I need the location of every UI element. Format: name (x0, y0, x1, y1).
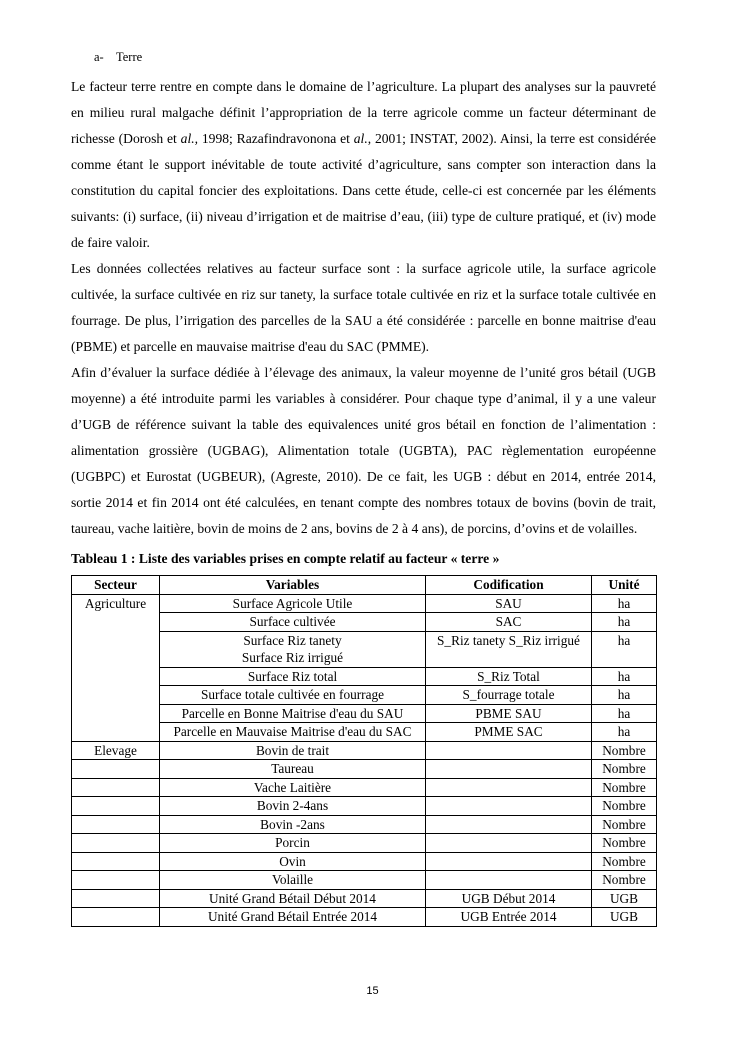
sector-cell (72, 834, 160, 853)
variable-cell: Parcelle en Bonne Maitrise d'eau du SAU (160, 704, 426, 723)
paragraph-1-text-b: 1998; Razafindravonona et (198, 131, 354, 146)
table-body (72, 594, 657, 926)
codification-cell (426, 760, 592, 779)
table-row (72, 815, 657, 834)
unit-cell: UGB (592, 889, 657, 908)
codification-cell: PMME SAC (426, 723, 592, 742)
variable-cell: Unité Grand Bétail Début 2014 (160, 889, 426, 908)
codification-cell (426, 834, 592, 853)
table-row (72, 704, 657, 723)
variable-cell: Bovin de trait (160, 741, 426, 760)
sector-cell: Agriculture (72, 594, 160, 613)
table-row (72, 871, 657, 890)
sector-cell (72, 723, 160, 742)
sector-cell (72, 760, 160, 779)
sector-cell (72, 613, 160, 632)
unit-cell: ha (592, 613, 657, 632)
page-number: 15 (366, 985, 379, 997)
variable-cell: Vache Laitière (160, 778, 426, 797)
table-row (72, 667, 657, 686)
header-codification: Codification (426, 576, 592, 595)
unit-cell: Nombre (592, 852, 657, 871)
header-secteur: Secteur (72, 576, 160, 595)
header-unite: Unité (592, 576, 657, 595)
codification-cell: UGB Début 2014 (426, 889, 592, 908)
unit-cell: Nombre (592, 797, 657, 816)
unit-cell: Nombre (592, 778, 657, 797)
sector-cell: Elevage (72, 741, 160, 760)
sector-cell (72, 686, 160, 705)
table-caption: Tableau 1 : Liste des variables prises en compte relatif au facteur « terre » (71, 551, 500, 566)
codification-cell (426, 778, 592, 797)
variable-cell: Bovin -2ans (160, 815, 426, 834)
codification-cell (426, 852, 592, 871)
sector-cell (72, 889, 160, 908)
table-row (72, 686, 657, 705)
codification-cell (426, 797, 592, 816)
codification-cell (426, 741, 592, 760)
sector-cell (72, 797, 160, 816)
codification-cell (426, 815, 592, 834)
variable-cell: Parcelle en Mauvaise Maitrise d'eau du SAC (160, 723, 426, 742)
paragraph-3: Afin d’évaluer la surface dédiée à l’élevage des animaux, la valeur moyenne de l’unité gros bétail (UGB moyenne) a été introduite parmi les variables à considérer. Pour chaque type d’animal, il y a une valeur d’UGB de référence suivant la table des equivalences unité gros bétail en fonction de l’alimentation : alimentation grossière (UGBAG), Alimentation totale (UGBTA), PAC règlementation européenne (UGBPC) et Eurostat (UGBEUR), (Agreste, 2010). De ce fait, les UGB : début en 2014, entrée 2014, sortie 2014 et fin 2014 ont été calculées, en tenant compte des nombres totaux de bovins (bovin de trait, taureau, vache laitière, bovin de moins de 2 ans, bovins de 2 à 4 ans), de porcins, d’ovins et de volailles. (71, 365, 656, 536)
table-row (72, 631, 657, 667)
table-row (72, 889, 657, 908)
section-marker: a- (94, 50, 104, 64)
variable-cell: Porcin (160, 834, 426, 853)
table-row (72, 723, 657, 742)
unit-cell: Nombre (592, 815, 657, 834)
sector-cell (72, 815, 160, 834)
sector-cell (72, 908, 160, 927)
sector-cell (72, 704, 160, 723)
codification-cell: PBME SAU (426, 704, 592, 723)
section-title: Terre (116, 50, 143, 64)
codification-cell: SAC (426, 613, 592, 632)
codification-cell: S_fourrage totale (426, 686, 592, 705)
unit-cell: ha (592, 594, 657, 613)
variable-cell: Bovin 2-4ans (160, 797, 426, 816)
table-row (72, 797, 657, 816)
variable-cell: Surface Riz total (160, 667, 426, 686)
sector-cell (72, 778, 160, 797)
unit-cell: ha (592, 631, 657, 667)
table-header-row (72, 576, 657, 595)
variables-table (71, 575, 657, 927)
variable-cell: Surface totale cultivée en fourrage (160, 686, 426, 705)
sector-cell (72, 667, 160, 686)
unit-cell: ha (592, 704, 657, 723)
table-row (72, 834, 657, 853)
paragraph-1-text-c: , 2001; INSTAT, 2002). Ainsi, la terre est considérée comme étant le support inévitable de toute activité d’agriculture, sans compter son interaction dans la constitution du capital foncier des exploitations. Dans cette étude, celle-ci est concernée par les éléments suivants: (i) surface, (ii) niveau d’irrigation et de maitrise d’eau, (iii) type de culture pratiqué, et (iv) mode de faire valoir. (71, 131, 656, 250)
variable-cell: Unité Grand Bétail Entrée 2014 (160, 908, 426, 927)
unit-cell: Nombre (592, 834, 657, 853)
table-row (72, 594, 657, 613)
unit-cell: ha (592, 686, 657, 705)
variable-cell: Ovin (160, 852, 426, 871)
table-row (72, 778, 657, 797)
codification-cell: UGB Entrée 2014 (426, 908, 592, 927)
section-heading (94, 48, 656, 66)
unit-cell: Nombre (592, 741, 657, 760)
paragraph-2: Les données collectées relatives au facteur surface sont : la surface agricole utile, la surface agricole cultivée, la surface cultivée en riz sur tanety, la surface totale cultivée en riz et la surface totale cultivée en fourrage. De plus, l’irrigation des parcelles de la SAU a été considérée : parcelle en bonne maitrise d'eau (PBME) et parcelle en mauvaise maitrise d'eau du SAC (PMME). (71, 261, 656, 354)
paragraph-1-etal-2: al. (353, 131, 368, 146)
paragraph-1-etal-1: al., (180, 131, 199, 146)
variable-cell: Surface Riz tanety Surface Riz irrigué (160, 631, 426, 667)
unit-cell: Nombre (592, 760, 657, 779)
table-row (72, 741, 657, 760)
codification-cell: S_Riz tanety S_Riz irrigué (426, 631, 592, 667)
table-row (72, 852, 657, 871)
unit-cell: ha (592, 723, 657, 742)
paragraph-1 (71, 74, 656, 256)
codification-cell: S_Riz Total (426, 667, 592, 686)
codification-cell: SAU (426, 594, 592, 613)
table-row (72, 760, 657, 779)
unit-cell: Nombre (592, 871, 657, 890)
sector-cell (72, 852, 160, 871)
sector-cell (72, 871, 160, 890)
page-content (71, 48, 656, 927)
codification-cell (426, 871, 592, 890)
unit-cell: ha (592, 667, 657, 686)
sector-cell (72, 631, 160, 667)
header-variables: Variables (160, 576, 426, 595)
variable-cell: Surface cultivée (160, 613, 426, 632)
variable-cell: Volaille (160, 871, 426, 890)
variable-cell: Taureau (160, 760, 426, 779)
variable-cell: Surface Agricole Utile (160, 594, 426, 613)
table-row (72, 908, 657, 927)
table-row (72, 613, 657, 632)
unit-cell: UGB (592, 908, 657, 927)
paragraph-1-text-a: Le facteur terre rentre en compte dans le domaine de l’agriculture. La plupart des analyses sur la pauvreté en milieu rural malgache définit l’appropriation de la terre agricole comme un facteur déterminant de richesse (Dorosh et (71, 79, 656, 146)
